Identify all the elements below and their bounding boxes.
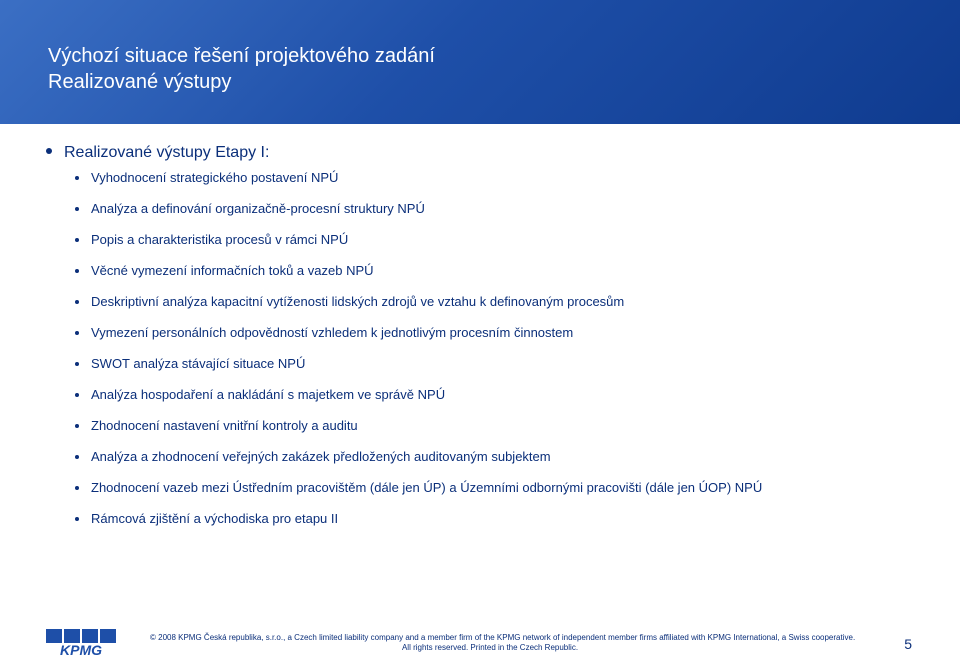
kpmg-logo-blocks — [46, 629, 116, 643]
page-subtitle: Realizované výstupy — [48, 71, 232, 93]
bullet-icon — [75, 424, 79, 428]
page-number: 5 — [904, 636, 912, 652]
kpmg-logo — [44, 628, 118, 658]
bullet-icon — [75, 393, 79, 397]
list-item — [0, 447, 960, 467]
list-item-text: Analýza a zhodnocení veřejných zakázek předložených auditovaným subjektem — [91, 449, 551, 464]
list-item-text: SWOT analýza stávající situace NPÚ — [91, 356, 306, 371]
list-item-text: Rámcová zjištění a východiska pro etapu II — [91, 511, 339, 526]
list-item-text: Popis a charakteristika procesů v rámci NPÚ — [91, 232, 349, 247]
list-item-text: Zhodnocení nastavení vnitřní kontroly a auditu — [91, 418, 358, 433]
bullet-icon — [75, 486, 79, 490]
title-banner — [0, 0, 960, 124]
bullet-icon — [75, 269, 79, 273]
list-item — [0, 509, 960, 529]
copyright-line-2: All rights reserved. Printed in the Czech Republic. — [401, 643, 579, 652]
section-title: Realizované výstupy Etapy I: — [64, 144, 270, 161]
bullet-icon — [75, 331, 79, 335]
list-item — [0, 199, 960, 219]
copyright-notice — [150, 633, 856, 653]
list-item — [0, 168, 960, 188]
bullet-icon — [75, 176, 79, 180]
list-item-text: Zhodnocení vazeb mezi Ústředním pracovištěm (dále jen ÚP) a Územními odbornými pracovišti (dále jen ÚOP) NPÚ — [91, 480, 763, 495]
list-item-text: Analýza hospodaření a nakládání s majetkem ve správě NPÚ — [91, 387, 446, 402]
bullet-icon — [75, 362, 79, 366]
list-item — [0, 230, 960, 250]
list-item — [0, 323, 960, 343]
list-item — [0, 416, 960, 436]
kpmg-logo-text: KPMG — [60, 642, 102, 658]
list-item-text: Vymezení personálních odpovědností vzhledem k jednotlivým procesním činnostem — [91, 325, 574, 340]
list-item — [0, 385, 960, 405]
list-item-text: Věcné vymezení informačních toků a vazeb NPÚ — [91, 263, 374, 278]
list-item — [0, 261, 960, 281]
section-bullet — [46, 148, 52, 154]
bullet-icon — [75, 238, 79, 242]
list-item-text: Deskriptivní analýza kapacitní vytíženosti lidských zdrojů ve vztahu k definovaným procesům — [91, 294, 625, 309]
page-title: Výchozí situace řešení projektového zadání — [48, 45, 435, 67]
bullet-icon — [75, 455, 79, 459]
list-item — [0, 354, 960, 374]
list-item — [0, 478, 960, 498]
list-item — [0, 292, 960, 312]
bullet-icon — [75, 517, 79, 521]
bullet-icon — [75, 300, 79, 304]
list-item-text: Analýza a definování organizačně-procesní struktury NPÚ — [91, 201, 425, 216]
list-item-text: Vyhodnocení strategického postavení NPÚ — [91, 170, 339, 185]
copyright-line-1: © 2008 KPMG Česká republika, s.r.o., a Czech limited liability company and a member firm of the KPMG network of independent member firms affiliated with KPMG International, a Swiss cooperative. — [150, 633, 856, 642]
bullet-icon — [75, 207, 79, 211]
